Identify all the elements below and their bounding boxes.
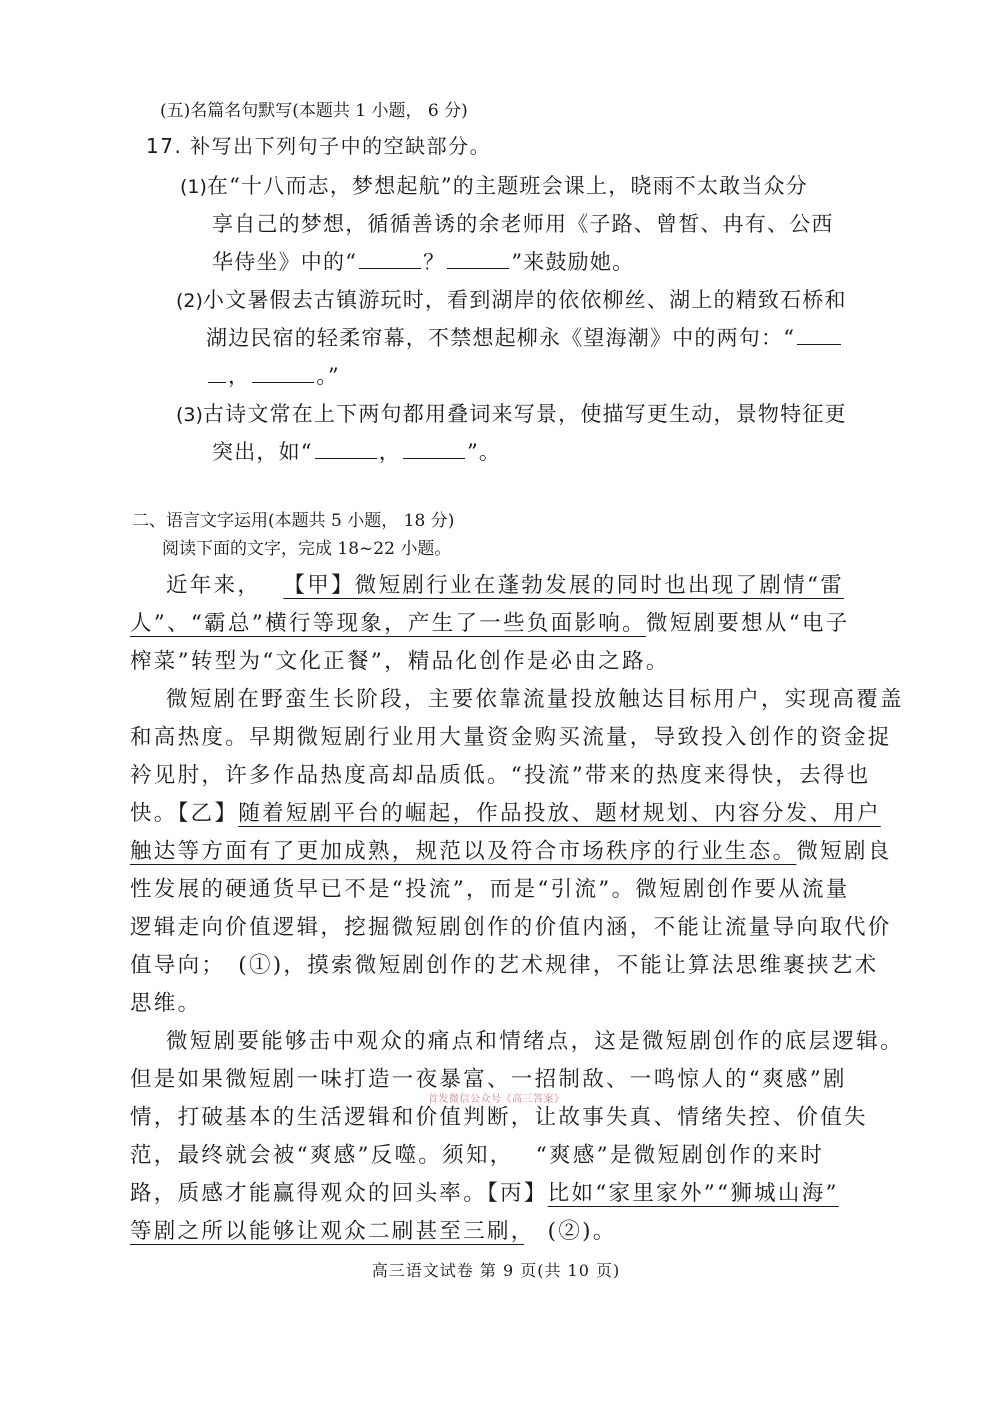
- passage-line: 逻辑走向价值逻辑，挖掘微短剧创作的价值内涵，不能让流量导向取代价: [130, 915, 892, 940]
- question-stem: 17. 补写出下列句子中的空缺部分。: [146, 134, 492, 158]
- item-number: (2): [176, 290, 203, 312]
- item-number: (1): [180, 176, 207, 198]
- answer-blank[interactable]: [252, 362, 314, 383]
- answer-blank[interactable]: [315, 438, 377, 459]
- answer-blank[interactable]: [359, 248, 421, 269]
- item-2-line-2: 湖边民宿的轻柔帘幕，不禁想起柳永《望海潮》中的两句：“: [206, 322, 843, 352]
- item-3-line-1: (3)古诗文常在上下两句都用叠词来写景，使描写更生动，景物特征更: [176, 402, 847, 426]
- watermark: 首发微信公众号《高三答案》: [428, 1094, 565, 1105]
- passage-line: 榨菜”转型为“文化正餐”，精品化创作是必由之路。: [130, 649, 670, 674]
- item-3-line-2: 突出，如“ ， ”。: [212, 440, 502, 464]
- passage-line: 思维。: [130, 991, 202, 1016]
- item-1-line-1: (1)在“十八而志，梦想起航”的主题班会课上，晓雨不太敢当众分: [180, 174, 808, 198]
- passage-line: 路，质感才能赢得观众的回头率。【丙】比如“家里家外”“狮城山海”: [130, 1181, 839, 1206]
- passage-line: 范，最终就会被“爽感”反噬。须知， “爽感”是微短剧创作的来时: [130, 1143, 825, 1168]
- answer-blank[interactable]: [208, 362, 226, 383]
- section-instruction: 阅读下面的文字，完成 18~22 小题。: [162, 539, 452, 559]
- passage-line: 值导向； (①)，摸索微短剧创作的艺术规律，不能让算法思维裹挟艺术: [130, 953, 879, 978]
- passage-line: 近年来， 【甲】微短剧行业在蓬勃发展的同时也出现了剧情“雷: [166, 573, 845, 598]
- passage-line: 快。【乙】随着短剧平台的崛起，作品投放、题材规划、内容分发、用户: [130, 801, 881, 826]
- passage-line: 微短剧要能够击中观众的痛点和情绪点，这是微短剧创作的底层逻辑。: [166, 1029, 904, 1054]
- item-2-line-3: ， 。”: [206, 360, 340, 390]
- page-footer: 高三语文试卷 第 9 页(共 10 页): [371, 1261, 621, 1280]
- section-header: (五)名篇名句默写(本题共 1 小题， 6 分): [160, 101, 468, 121]
- answer-blank[interactable]: [797, 324, 841, 345]
- passage-line: 和高热度。早期微短剧行业用大量资金购买流量，导致投入创作的资金捉: [130, 725, 892, 750]
- answer-blank[interactable]: [403, 438, 465, 459]
- passage-line: 人”、“霸总”横行等现象，产生了一些负面影响。微短剧要想从“电子: [130, 611, 850, 636]
- item-1-line-2: 享自己的梦想，循循善诱的余老师用《子路、曾皙、冉有、公西: [212, 212, 834, 236]
- passage-line: 情，打破基本的生活逻辑和价值判断，让故事失真、情绪失控、价值失: [130, 1105, 868, 1130]
- passage-line: 触达等方面有了更加成熟，规范以及符合市场秩序的行业生态。微短剧良: [130, 839, 892, 864]
- item-1-line-3: 华侍坐》中的“ ？ ”来鼓励她。: [212, 250, 635, 274]
- section-header: 二、语言文字运用(本题共 5 小题， 18 分): [132, 511, 455, 531]
- item-2-line-1: (2)小文暑假去古镇游玩时，看到湖岸的依依柳丝、湖上的精致石桥和: [176, 288, 847, 312]
- passage-line: 性发展的硬通货早已不是“投流”，而是“引流”。微短剧创作要从流量: [130, 877, 850, 902]
- passage-line: 微短剧在野蛮生长阶段，主要依靠流量投放触达目标用户，实现高覆盖: [166, 687, 904, 712]
- item-number: (3): [176, 404, 203, 426]
- answer-blank[interactable]: [447, 248, 509, 269]
- passage-line: 等剧之所以能够让观众二刷甚至三刷， (②)。: [130, 1219, 617, 1244]
- passage-line: 但是如果微短剧一味打造一夜暴富、一招制敌、一鸣惊人的“爽感”剧: [130, 1067, 847, 1092]
- passage-line: 衿见肘，许多作品热度高却品质低。“投流”带来的热度来得快，去得也: [130, 763, 871, 788]
